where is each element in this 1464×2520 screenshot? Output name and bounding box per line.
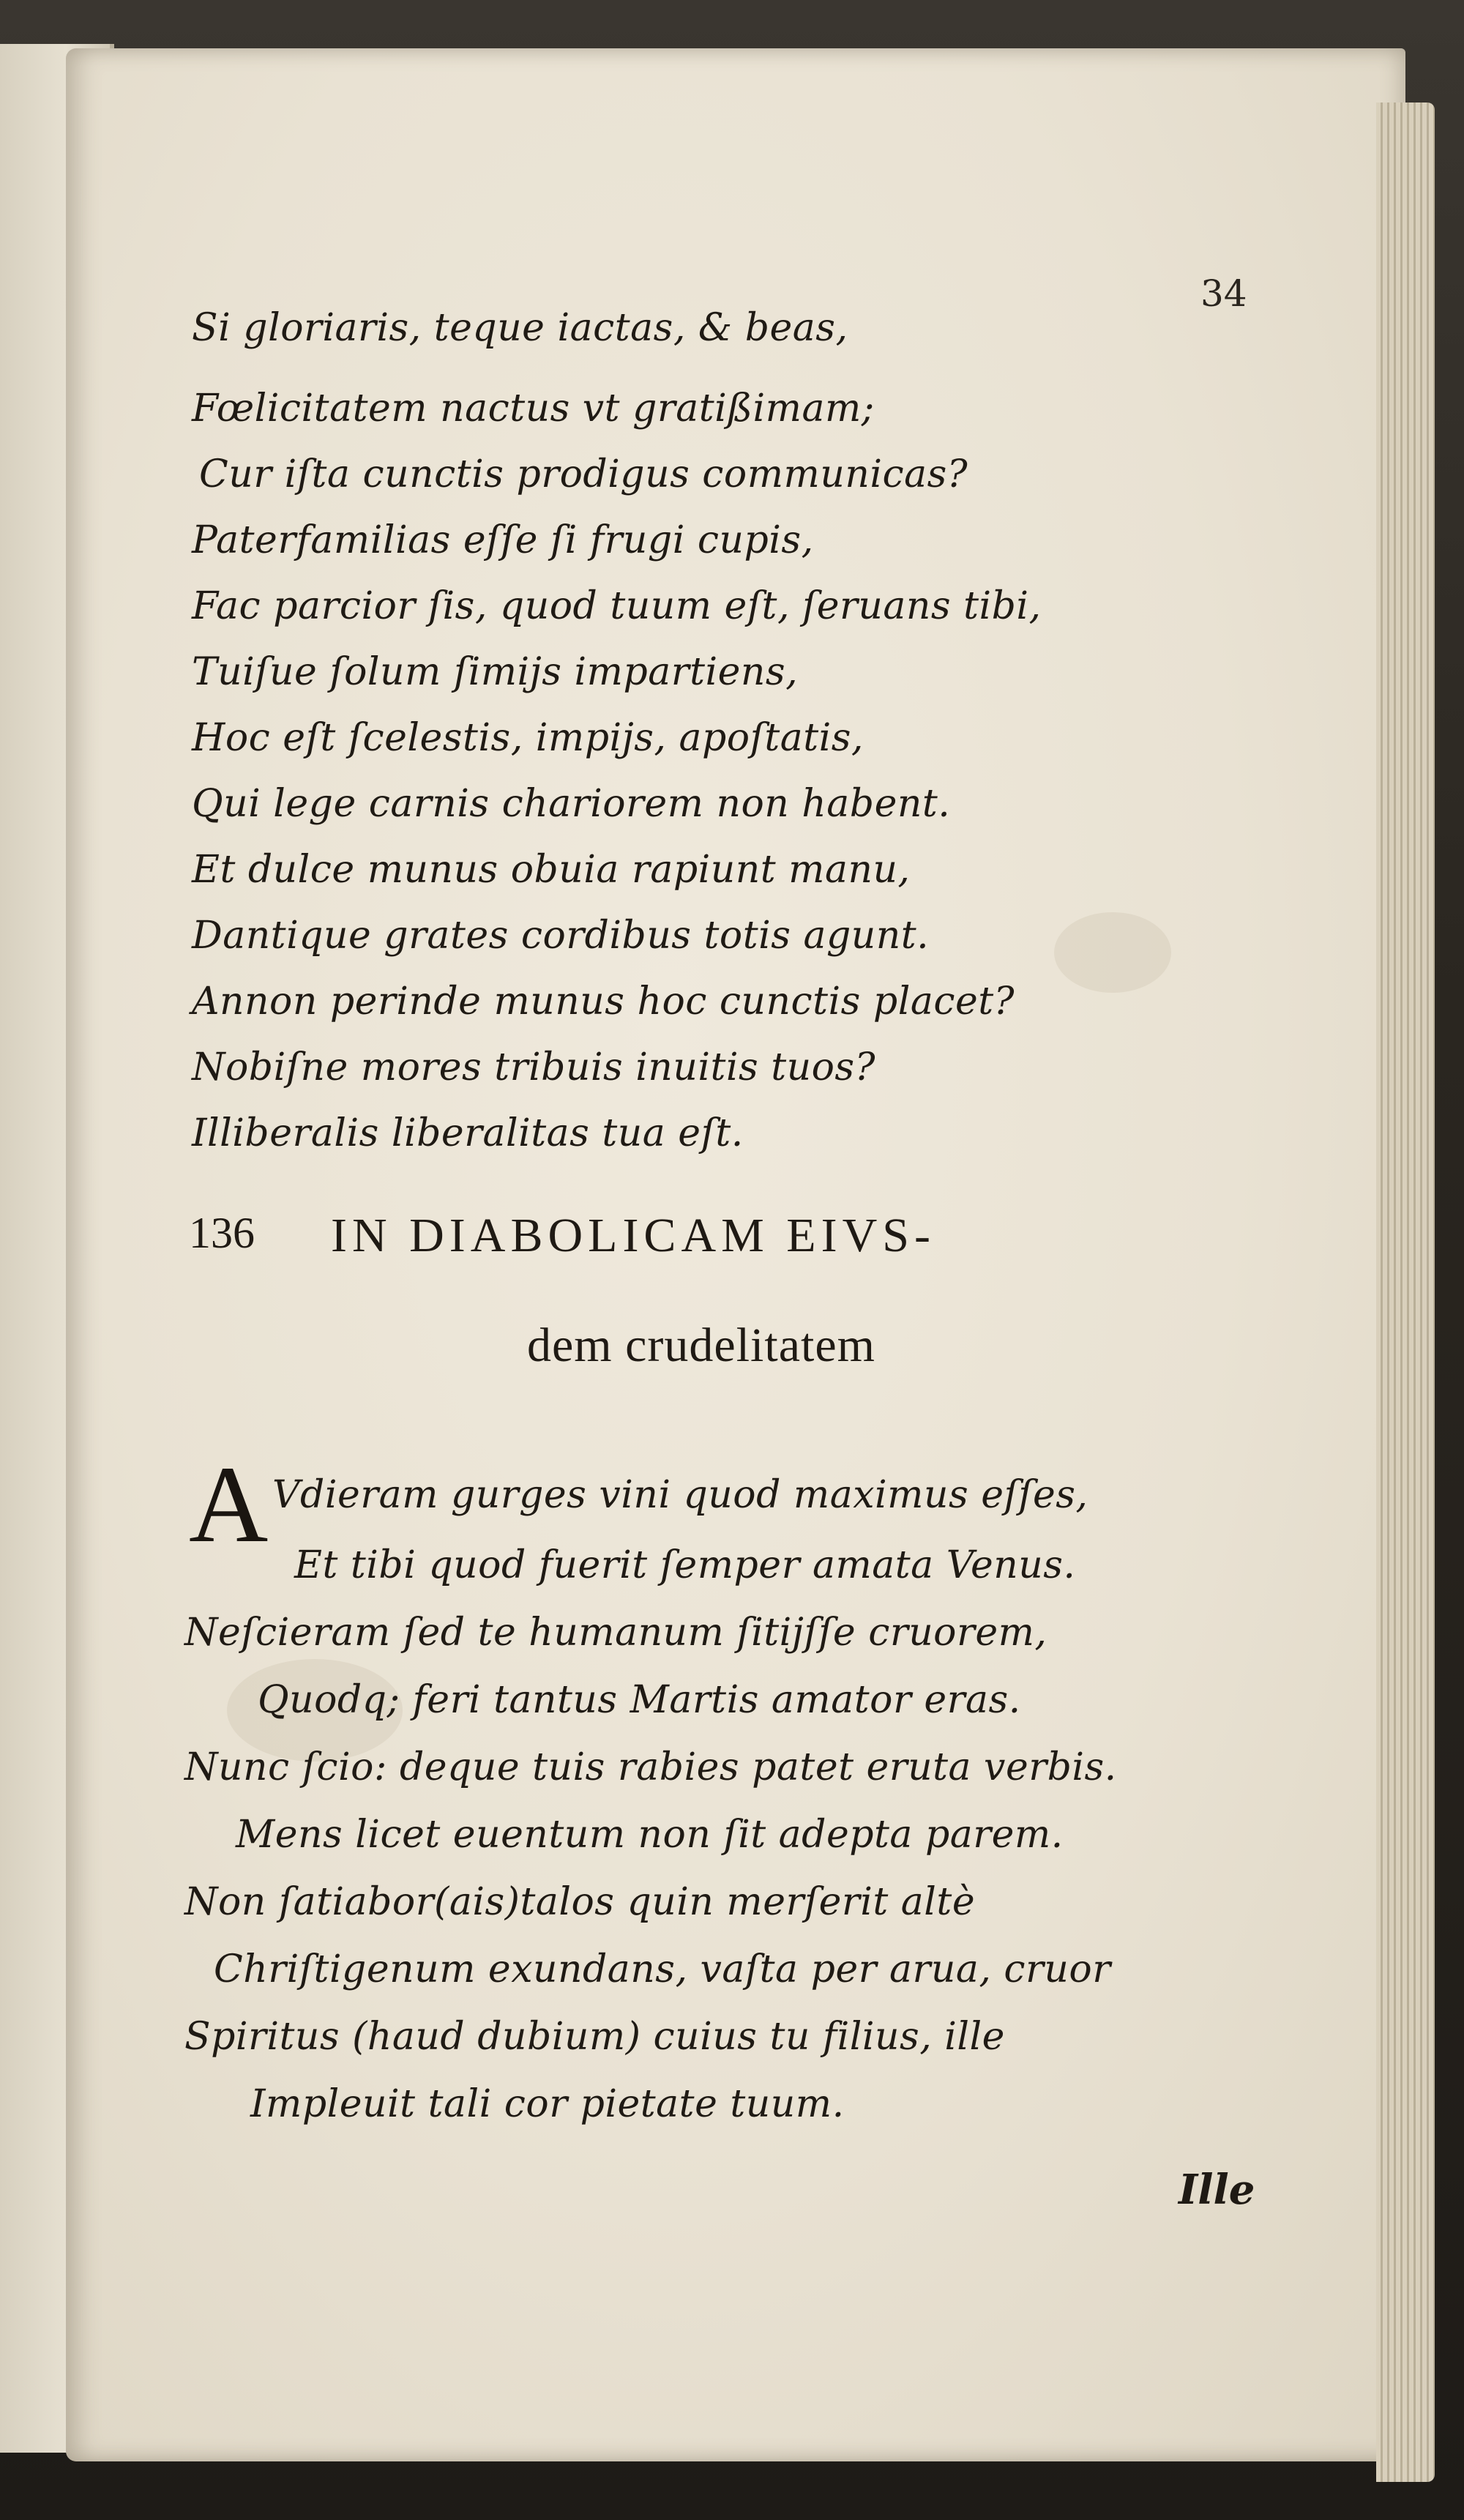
verse-line: Quodq; feri tantus Martis amator eras. bbox=[258, 1678, 1021, 1722]
verse-line: Chriſtigenum exundans, vaſta per arua, cruor bbox=[214, 1947, 1111, 1991]
poem-line: Tuiſue ſolum ſimijs impartiens, bbox=[192, 650, 799, 694]
verse-line: Impleuit tali cor pietate tuum. bbox=[250, 2082, 845, 2126]
poem-line: Et dulce munus obuia rapiunt manu, bbox=[192, 848, 911, 892]
poem-line: Fœlicitatem nactus vt gratißimam; bbox=[192, 387, 875, 430]
poem-line: Qui lege carnis chariorem non habent. bbox=[192, 782, 951, 826]
poem-title-continuation: dem crudelitatem bbox=[527, 1319, 875, 1372]
poem-line: Dantique grates cordibus totis agunt. bbox=[192, 914, 930, 958]
verse-line: Vdieram gurges vini quod maximus eſſes, bbox=[272, 1473, 1088, 1517]
poem-line: Annon perinde munus hoc cunctis placet? bbox=[192, 980, 1015, 1024]
catchword: Ille bbox=[1179, 2166, 1255, 2214]
verse-line: Mens licet euentum non ſit adepta parem. bbox=[236, 1813, 1064, 1857]
poem-line: Paterfamilias eſſe ſi frugi cupis, bbox=[192, 518, 814, 562]
drop-cap: A bbox=[189, 1444, 269, 1565]
verse-line: Neſcieram ſed te humanum ſitijſſe cruorem, bbox=[184, 1611, 1047, 1655]
poem-number: 136 bbox=[189, 1209, 255, 1257]
poem-line: Illiberalis liberalitas tua eſt. bbox=[192, 1111, 744, 1155]
poem-line: Nobiſne mores tribuis inuitis tuos? bbox=[192, 1045, 875, 1089]
page-stack-edges bbox=[1376, 102, 1435, 2482]
verse-line: Nunc ſcio: deque tuis rabies patet eruta verbis. bbox=[184, 1745, 1117, 1789]
verse-line: Et tibi quod fuerit ſemper amata Venus. bbox=[294, 1543, 1076, 1587]
verse-line: Non ſatiabor(ais)talos quin merſerit altè bbox=[184, 1880, 976, 1924]
page-stain bbox=[1054, 912, 1171, 993]
poem-line: Si gloriaris, teque iactas, & beas, bbox=[192, 306, 848, 350]
poem-line: Hoc eſt ſcelestis, impijs, apoſtatis, bbox=[192, 716, 864, 760]
poem-line: Fac parcior ſis, quod tuum eſt, ſeruans tibi, bbox=[192, 584, 1042, 628]
page-number: 34 bbox=[1200, 272, 1247, 315]
poem-title: IN DIABOLICAM EIVS- bbox=[331, 1209, 935, 1262]
poem-line: Cur iſta cunctis prodigus communicas? bbox=[199, 452, 968, 496]
verse-line: Spiritus (haud dubium) cuius tu filius, ille bbox=[184, 2015, 1005, 2059]
